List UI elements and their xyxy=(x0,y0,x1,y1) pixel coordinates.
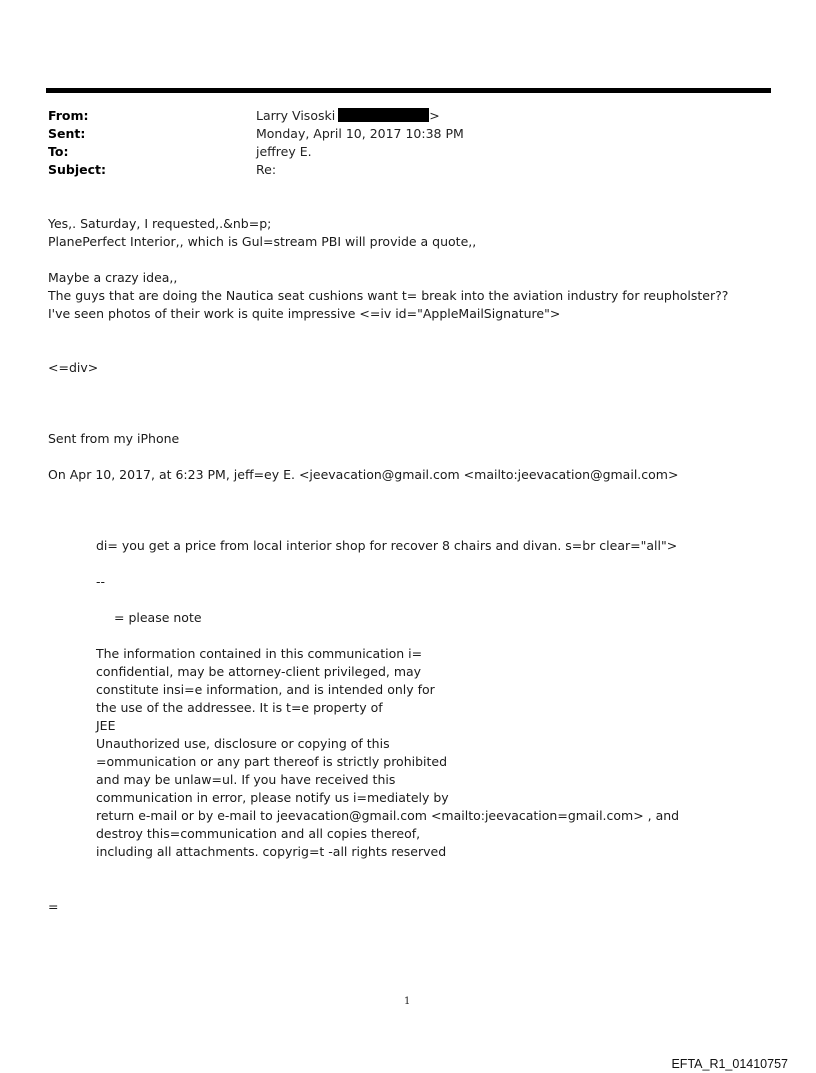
notice-line: the use of the addressee. It is t=e property of xyxy=(96,700,383,715)
body-line: Yes,. Saturday, I requested,.&nb=p; xyxy=(48,216,272,231)
notice-line: =ommunication or any part thereof is strictly prohibited xyxy=(96,754,448,769)
subject-label: Subject: xyxy=(48,162,106,177)
body-line: PlanePerfect Interior,, which is Gul=stream PBI will provide a quote,, xyxy=(48,234,477,249)
document-id: EFTA_R1_01410757 xyxy=(671,1057,788,1071)
notice-line: including all attachments. copyrig=t -all rights reserved xyxy=(96,844,447,859)
from-tail: > xyxy=(429,108,440,123)
notice-line: and may be unlaw=ul. If you have received this xyxy=(96,772,396,787)
from-value xyxy=(256,107,440,125)
body-line: On Apr 10, 2017, at 6:23 PM, jeff=ey E. <jeevacation@gmail.com <mailto:jeevacation@gmail.com> xyxy=(48,467,679,482)
from-label: From: xyxy=(48,108,89,123)
notice-line: The information contained in this communication i= xyxy=(96,646,423,661)
subject-value: Re: xyxy=(256,162,277,177)
sent-value: Monday, April 10, 2017 10:38 PM xyxy=(256,126,464,141)
trailing-equals: = xyxy=(48,899,59,914)
quoted-line: = please note xyxy=(114,610,202,625)
to-label: To: xyxy=(48,144,69,159)
notice-line: communication in error, please notify us i=mediately by xyxy=(96,790,449,805)
notice-line: JEE xyxy=(96,718,116,733)
quoted-line: -- xyxy=(96,574,106,589)
body-line: Maybe a crazy idea,, xyxy=(48,270,178,285)
page-number: 1 xyxy=(404,996,411,1007)
notice-line: Unauthorized use, disclosure or copying of this xyxy=(96,736,390,751)
redaction-box xyxy=(338,108,429,122)
notice-line: confidential, may be attorney-client privileged, may xyxy=(96,664,422,679)
notice-line: constitute insi=e information, and is intended only for xyxy=(96,682,435,697)
body-line: Sent from my iPhone xyxy=(48,431,180,446)
sent-label: Sent: xyxy=(48,126,86,141)
from-name: Larry Visoski xyxy=(256,108,336,123)
body-line: <=div> xyxy=(48,360,99,375)
body-line: The guys that are doing the Nautica seat cushions want t= break into the aviation industry for reupholster?? xyxy=(48,288,729,303)
notice-line: destroy this=communication and all copies thereof, xyxy=(96,826,421,841)
body-line: I've seen photos of their work is quite impressive <=iv id="AppleMailSignature"> xyxy=(48,306,561,321)
notice-line: return e-mail or by e-mail to jeevacation@gmail.com <mailto:jeevacation=gmail.com> , and xyxy=(96,808,680,823)
to-value: jeffrey E. xyxy=(256,144,312,159)
quoted-line: di= you get a price from local interior shop for recover 8 chairs and divan. s=br clear="all"> xyxy=(96,538,678,553)
header-rule xyxy=(46,88,771,93)
